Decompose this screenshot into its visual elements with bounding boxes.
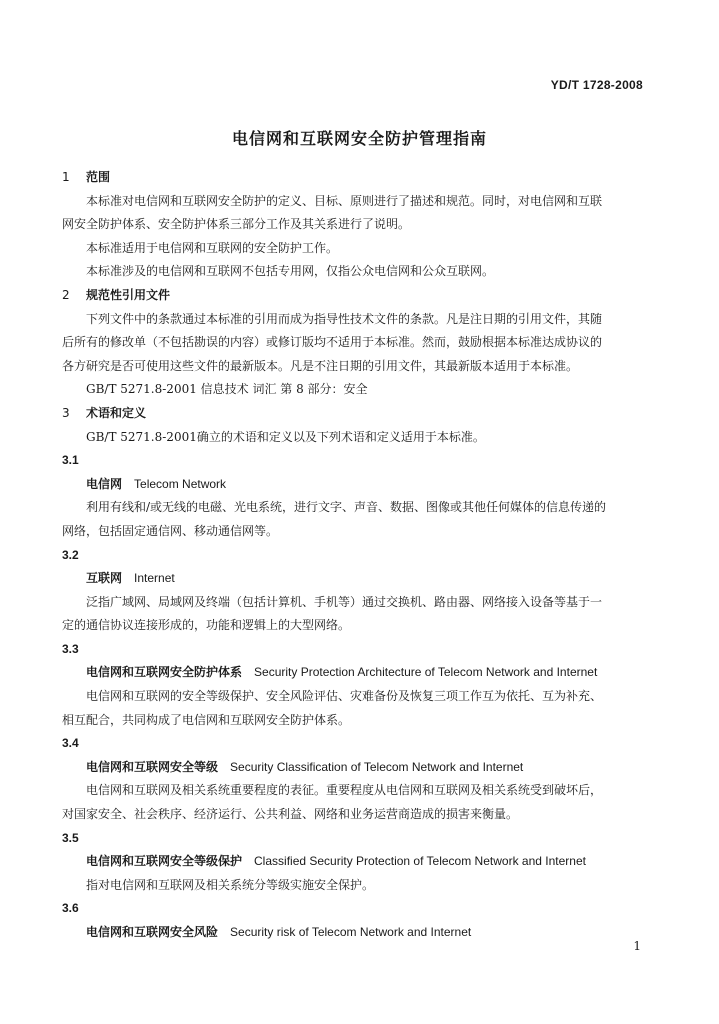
- term-zh: 电信网和互联网安全防护体系: [86, 665, 243, 680]
- term-title: [62, 661, 644, 685]
- section-number: 1: [62, 170, 70, 184]
- document-body: [62, 166, 644, 945]
- page-number: 1: [633, 939, 641, 953]
- section-3-heading: [62, 402, 644, 426]
- section-title: 规范性引用文件: [86, 287, 171, 302]
- paragraph-line: 泛指广域网、局域网及终端（包括计算机、手机等）通过交换机、路由器、网络接入设备等基于一: [86, 594, 603, 609]
- term-zh: 互联网: [86, 571, 123, 586]
- standard-code: YD/T 1728-2008: [550, 78, 643, 92]
- paragraph-line: GB/T 5271.8-2001确立的术语和定义以及下列术语和定义适用于本标准。: [86, 429, 485, 444]
- paragraph-line: 对国家安全、社会秩序、经济运行、公共利益、网络和业务运营商造成的损害来衡量。: [62, 807, 519, 822]
- term-title: [62, 567, 644, 591]
- section-number: 3: [62, 405, 70, 420]
- paragraph-line: 本标准对电信网和互联网安全防护的定义、目标、原则进行了描述和规范。同时，对电信网和互联: [86, 193, 603, 208]
- term-number: 3.1: [62, 453, 79, 468]
- term-en: Security Classification of Telecom Network and Internet: [230, 759, 524, 774]
- paragraph-line: 下列文件中的条款通过本标准的引用而成为指导性技术文件的条款。凡是注日期的引用文件，其随: [86, 311, 603, 326]
- term-title: [62, 756, 644, 780]
- paragraph-line: 网安全防护体系、安全防护体系三部分工作及其关系进行了说明。: [62, 217, 411, 232]
- paragraph-line: 本标准适用于电信网和互联网的安全防护工作。: [86, 240, 339, 255]
- section-1-heading: [62, 166, 644, 190]
- term-zh: 电信网和互联网安全等级: [86, 759, 219, 774]
- term-zh: 电信网和互联网安全风险: [86, 925, 219, 939]
- term-zh: 电信网和互联网安全等级保护: [86, 854, 243, 869]
- term-en: Security Protection Architecture of Telecom Network and Internet: [254, 665, 598, 680]
- paragraph-line: 各方研究是否可使用这些文件的最新版本。凡是不注日期的引用文件，其最新版本适用于本标准。: [62, 358, 579, 373]
- paragraph-line: 指对电信网和互联网及相关系统分等级实施安全保护。: [86, 877, 375, 892]
- term-title: [62, 850, 644, 874]
- paragraph-line: 定的通信协议连接形成的，功能和逻辑上的大型网络。: [62, 618, 351, 633]
- term-en: Internet: [134, 571, 175, 586]
- term-number: 3.2: [62, 547, 79, 562]
- term-title: [62, 921, 644, 945]
- term-number: 3.3: [62, 641, 79, 656]
- section-title: 范围: [86, 170, 111, 184]
- paragraph-line: 利用有线和/或无线的电磁、光电系统，进行文字、声音、数据、图像或其他任何媒体的信息传递的: [86, 500, 607, 515]
- section-title: 术语和定义: [86, 405, 147, 420]
- term-number: 3.4: [62, 736, 79, 751]
- paragraph-line: 相互配合，共同构成了电信网和互联网安全防护体系。: [62, 712, 351, 727]
- paragraph-line: 后所有的修改单（不包括勘误的内容）或修订版均不适用于本标准。然而，鼓励根据本标准达成协议的: [62, 335, 603, 350]
- term-en: Telecom Network: [134, 476, 227, 491]
- section-number: 2: [62, 287, 70, 302]
- term-en: Classified Security Protection of Telecom Network and Internet: [254, 854, 586, 869]
- paragraph-line: 电信网和互联网的安全等级保护、安全风险评估、灾难备份及恢复三项工作互为依托、互为补充、: [86, 689, 603, 704]
- section-2-heading: [62, 284, 644, 308]
- term-title: [62, 473, 644, 497]
- paragraph-line: 网络，包括固定通信网、移动通信网等。: [62, 523, 279, 538]
- document-title: 电信网和互联网安全防护管理指南: [231, 129, 487, 148]
- term-number: 3.5: [62, 830, 79, 845]
- paragraph-line: 本标准涉及的电信网和互联网不包括专用网，仅指公众电信网和公众互联网。: [86, 264, 495, 279]
- term-en: Security risk of Telecom Network and Internet: [230, 925, 472, 939]
- normative-reference: GB/T 5271.8-2001 信息技术 词汇 第 8 部分：安全: [86, 382, 368, 397]
- paragraph-line: 电信网和互联网及相关系统重要程度的表征。重要程度从电信网和互联网及相关系统受到破坏后，: [86, 783, 603, 798]
- term-zh: 电信网: [86, 476, 123, 491]
- term-number: 3.6: [62, 901, 79, 916]
